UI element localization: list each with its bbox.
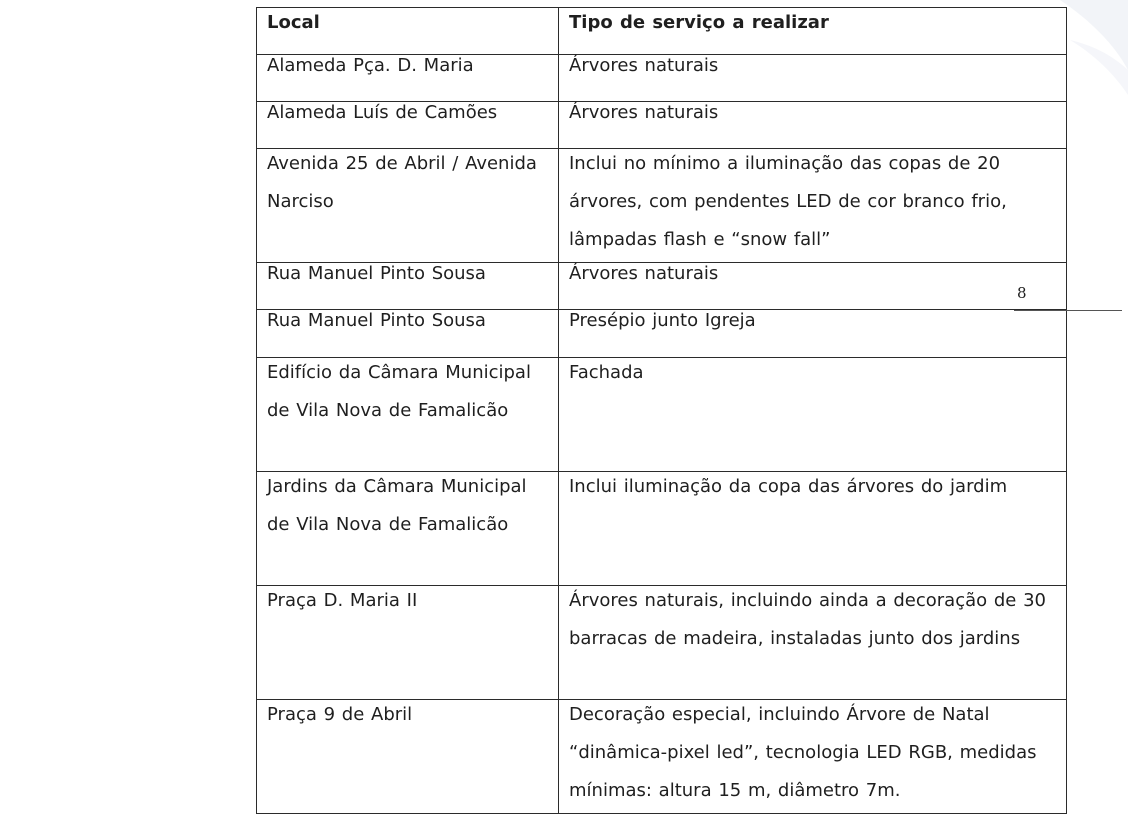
- header-local: Local: [257, 8, 559, 55]
- cell-local: Avenida 25 de Abril / Avenida Narciso: [257, 149, 559, 263]
- cell-tipo: Decoração especial, incluindo Árvore de Natal “dinâmica-pixel led”, tecnologia LED RGB, medidas mínimas: altura 15 m, diâmetro 7m.: [559, 700, 1067, 814]
- table-row: [257, 358, 1067, 472]
- table-row: [257, 102, 1067, 149]
- cell-local: Edifício da Câmara Municipal de Vila Nova de Famalicão: [257, 358, 559, 472]
- cell-local: Alameda Pça. D. Maria: [257, 55, 559, 102]
- header-tipo: Tipo de serviço a realizar: [559, 8, 1067, 55]
- table-row: [257, 263, 1067, 310]
- cell-tipo: Árvores naturais: [559, 263, 1067, 310]
- cell-tipo: Inclui no mínimo a iluminação das copas de 20 árvores, com pendentes LED de cor branco frio, lâmpadas flash e “snow fall”: [559, 149, 1067, 263]
- cell-local: Praça D. Maria II: [257, 586, 559, 700]
- cell-local: Rua Manuel Pinto Sousa: [257, 310, 559, 358]
- cell-local: Jardins da Câmara Municipal de Vila Nova de Famalicão: [257, 472, 559, 586]
- table-row: [257, 700, 1067, 814]
- table-row: [257, 149, 1067, 263]
- page-number-rule: [1014, 310, 1122, 311]
- table-row: [257, 586, 1067, 700]
- cell-tipo: Presépio junto Igreja: [559, 310, 1067, 358]
- cell-tipo: Árvores naturais, incluindo ainda a decoração de 30 barracas de madeira, instaladas junto dos jardins: [559, 586, 1067, 700]
- cell-local: Rua Manuel Pinto Sousa: [257, 263, 559, 310]
- services-table: [256, 7, 1067, 814]
- cell-tipo: Árvores naturais: [559, 102, 1067, 149]
- page-number: 8: [1017, 284, 1027, 302]
- table-row: [257, 472, 1067, 586]
- table-header-row: [257, 8, 1067, 55]
- cell-tipo: Árvores naturais: [559, 55, 1067, 102]
- cell-tipo: Inclui iluminação da copa das árvores do jardim: [559, 472, 1067, 586]
- cell-tipo: Fachada: [559, 358, 1067, 472]
- cell-local: Alameda Luís de Camões: [257, 102, 559, 149]
- table-row: [257, 310, 1067, 358]
- table-row: [257, 55, 1067, 102]
- cell-local: Praça 9 de Abril: [257, 700, 559, 814]
